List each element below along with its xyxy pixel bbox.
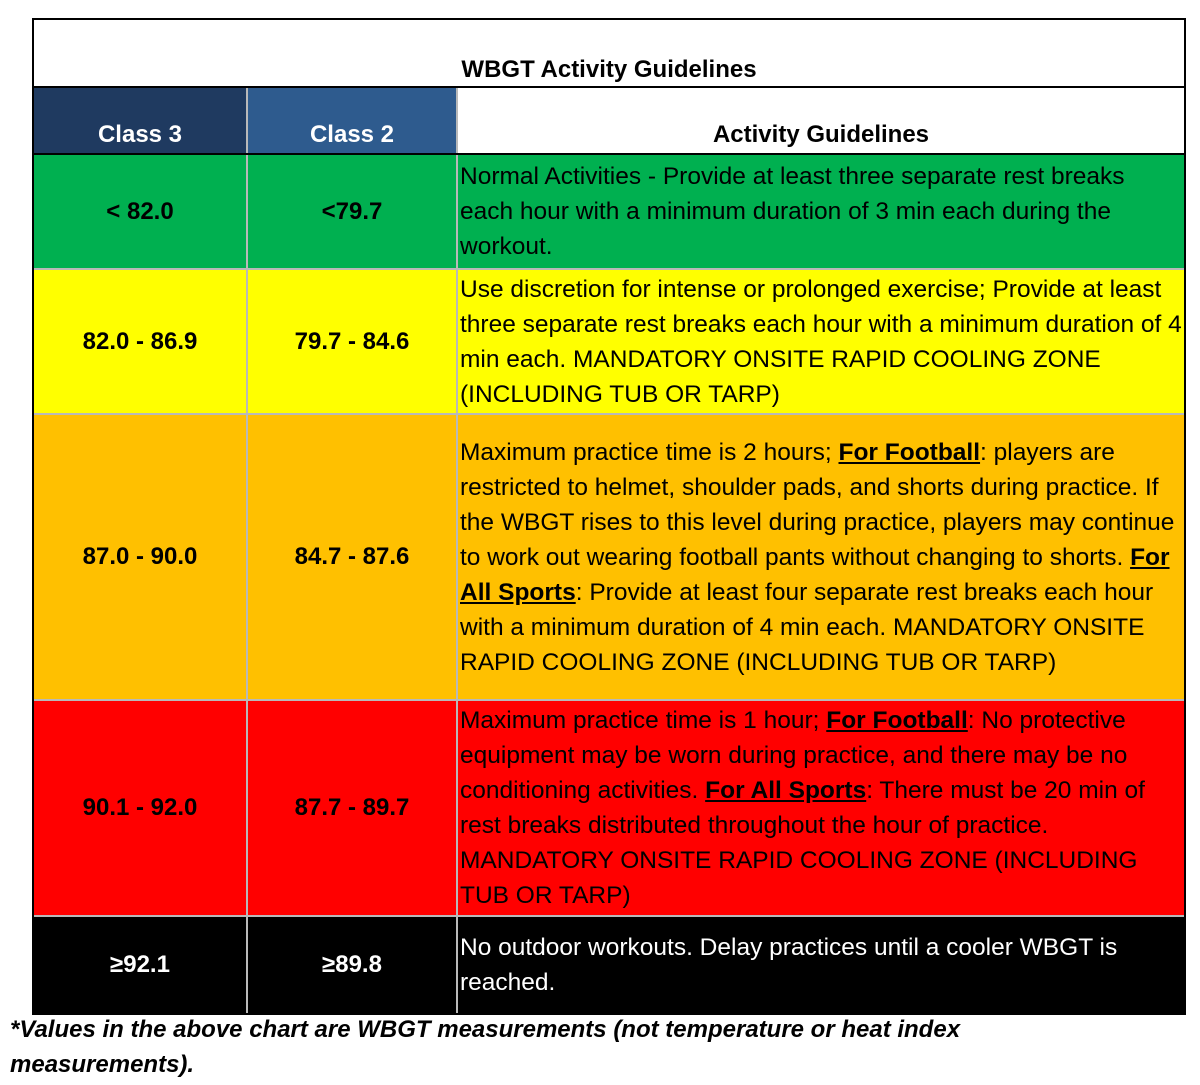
class3-value: 90.1 - 92.0 <box>34 701 248 915</box>
guideline-part: : No protective equipment may be worn during practice, and there may be no conditioning activities. <box>460 707 1128 804</box>
guideline-part: Normal Activities - Provide at least three separate rest breaks each hour with a minimum duration of 3 min each during the workout. <box>460 163 1125 260</box>
for-all-sports-label: For All Sports <box>460 543 1170 606</box>
guideline-text <box>458 155 1184 268</box>
class2-value: 79.7 - 84.6 <box>248 270 458 413</box>
header-guidelines: Activity Guidelines <box>458 88 1184 153</box>
class3-value: 87.0 - 90.0 <box>34 415 248 699</box>
guideline-part: Maximum practice time is 1 hour; <box>460 707 827 734</box>
footnote: *Values in the above chart are WBGT measurements (not temperature or heat index measurements). <box>10 1016 961 1078</box>
for-football-label: For Football <box>838 438 981 466</box>
guideline-part: : Provide at least four separate rest breaks each hour with a minimum duration of 4 min each. MANDATORY ONSITE RAPID COOLING ZONE (INCLUDING TUB OR TARP) <box>460 578 1154 676</box>
class2-value: ≥89.8 <box>248 917 458 1013</box>
guideline-part: : There must be 20 min of rest breaks distributed throughout the hour of practice. MANDATORY ONSITE RAPID COOLING ZONE (INCLUDING TUB OR TARP) <box>460 777 1145 909</box>
for-all-sports-label: For All Sports <box>705 777 867 804</box>
class2-value: <79.7 <box>248 155 458 268</box>
table-title: WBGT Activity Guidelines <box>34 20 1184 88</box>
class2-value: 87.7 - 89.7 <box>248 701 458 915</box>
guideline-text <box>458 415 1184 699</box>
guideline-part: No outdoor workouts. Delay practices until a cooler WBGT is reached. <box>460 934 1118 996</box>
class3-value: ≥92.1 <box>34 917 248 1013</box>
header-row <box>34 88 1184 155</box>
table-row <box>34 155 1184 270</box>
wbgt-table <box>32 18 1186 1015</box>
class3-value: < 82.0 <box>34 155 248 268</box>
guideline-text <box>458 917 1184 1013</box>
table-row <box>34 701 1184 917</box>
class2-value: 84.7 - 87.6 <box>248 415 458 699</box>
table-row <box>34 270 1184 415</box>
for-football-label: For Football <box>826 707 968 734</box>
guideline-part: Use discretion for intense or prolonged exercise; Provide at least three separate rest breaks each hour with a minimum duration of 4 min each. MANDATORY ONSITE RAPID COOLING ZONE (INCLUDING TUB OR TARP) <box>460 275 1182 408</box>
class3-value: 82.0 - 86.9 <box>34 270 248 413</box>
guideline-part: : players are restricted to helmet, shoulder pads, and shorts during practice. If the WBGT rises to this level during practice, players may continue to work out wearing football pants without changing to shorts. <box>460 438 1175 571</box>
guideline-text <box>458 701 1184 915</box>
guideline-part: Maximum practice time is 2 hours; <box>460 438 839 466</box>
table-row <box>34 415 1184 701</box>
header-class2: Class 2 <box>248 88 458 153</box>
guideline-text <box>458 270 1184 413</box>
table-row <box>34 917 1184 1013</box>
header-class3: Class 3 <box>34 88 248 153</box>
